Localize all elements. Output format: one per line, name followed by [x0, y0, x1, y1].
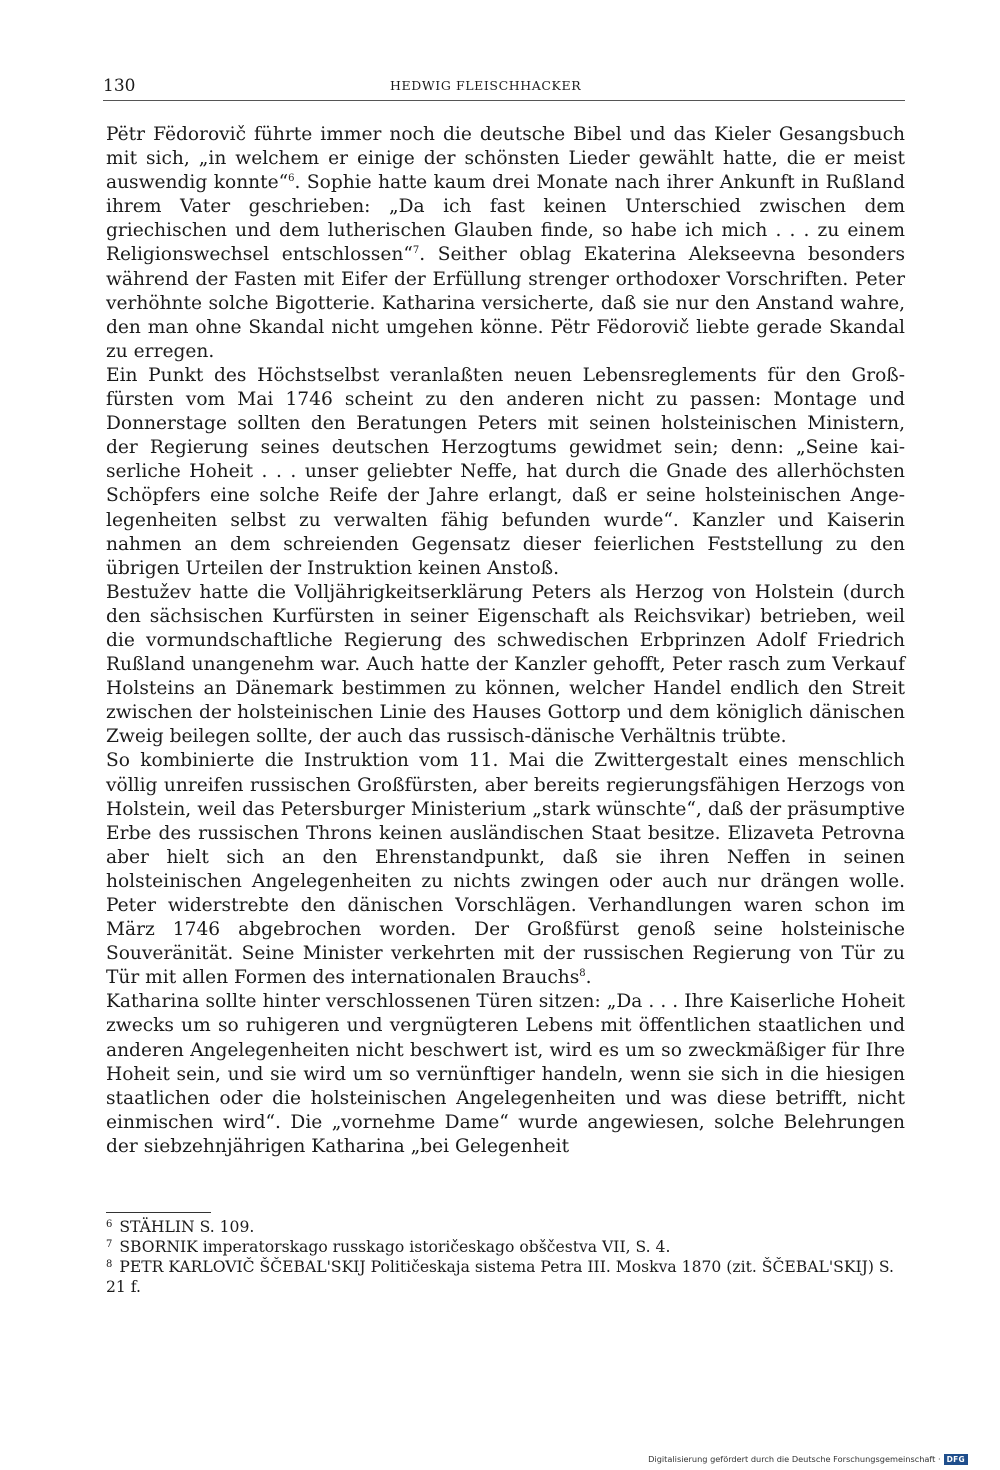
paragraph-text: So kombinierte die Instruktion vom 11. Mai die Zwittergestalt eines menschlich völlig unreifen russischen Großfürsten, aber bereits regierungsfähigen Herzogs von Holstein, weil das Petersburger Ministerium „stark wünschte“, daß der präsumptive Erbe des russischen Throns keinen ausländischen Staat besitze. Elizaveta Petrovna aber hielt sich an den Ehrenstandpunkt, daß sie ihren Neffen in seinen holsteinischen Angelegenheiten zu nichts zwingen oder auch nur drängen wolle. Peter widerstrebte den dänischen Vorschlägen. Verhandlungen waren schon im März 1746 abgebrochen worden. Der Großfürst genoß seine holsteinische Souveränität. Seine Minister verkehrten mit der russischen Regierung von Tür zu Tür mit allen Formen des internationalen Brauchs [106, 750, 905, 989]
footnote [106, 1237, 901, 1257]
paragraph-text: Pëtr Fëdorovič führte immer noch die deutsche Bibel und das Kieler Gesangsbuch mit sich, „in welchem er einige der schönsten Lieder gewählt hatte, die er meist auswendig konnte“ [106, 124, 905, 194]
footnote-text: SBORNIK imperatorskago russkago istoričeskago obščestva VII, S. 4. [119, 1238, 671, 1256]
footnote-reference: 6 [288, 173, 295, 185]
funding-note-text: Digitalisierung gefördert durch die Deutsche Forschungsgemeinschaft · [648, 1454, 941, 1464]
body-paragraph [106, 990, 905, 1159]
page-header [103, 76, 905, 100]
page-number: 130 [103, 76, 136, 96]
body-paragraph [106, 364, 905, 581]
paragraph-text: Bestužev hatte die Volljährigkeitserklärung Peters als Herzog von Holstein (durch den sächsischen Kurfürsten in seiner Eigenschaft als Reichsvikar) betrieben, weil die vormundschaftliche Regierung des schwedischen Erbprinzen Adolf Friedrich Rußland unangenehm war. Auch hatte der Kanzler gehofft, Peter rasch zum Verkauf Holsteins an Dänemark bestimmen zu können, welcher Handel endlich den Streit zwischen der holsteinischen Linie des Hauses Gottorp und dem königlich dänischen Zweig beilegen sollte, der auch das russisch-dänische Verhältnis trübte. [106, 581, 905, 748]
footnote-text: STÄHLIN S. 109. [119, 1218, 255, 1236]
footnote-marker: 7 [106, 1239, 113, 1250]
footnote-reference: 7 [412, 245, 420, 257]
footnotes [106, 1217, 901, 1297]
footnote-text: PETR KARLOVIČ ŠČEBAL'SKIJ Političeskaja sistema Petra III. Moskva 1870 (zit. ŠČEBAL'SKIJ) S. 21 f. [106, 1258, 894, 1296]
paragraph-text: Katharina sollte hinter verschlossenen Türen sitzen: „Da . . . Ihre Kaiserliche Hoheit zwecks um so ruhigeren und vergnügteren Lebens mit öffentlichen staatlichen und anderen Angelegenheiten nicht beschwert ist, wird es um so zweckmäßiger für Ihre Hoheit sein, und sie wird um so vernünftiger handeln, wenn sie sich in die hiesigen staatlichen oder die holsteinischen Angelegenheiten und was diese betrifft, nicht einmischen wird“. Die „vornehme Dame“ wurde angewiesen, solche Belehrungen der siebzehnjährigen Katharina „bei Gelegenheit [106, 991, 905, 1157]
footnote-marker: 8 [106, 1259, 113, 1270]
body-paragraph [106, 749, 905, 990]
footnote [106, 1257, 901, 1297]
paragraph-text: . Seither oblag Ekaterina Alekseevna besonders während der Fasten mit Eifer der Erfüllung strenger orthodoxer Vorschriften. Peter verhöhnte solche Bigotterie. Katharina versicherte, daß sie nur den Anstand wahre, den man ohne Skandal nicht umgehen könne. Pëtr Fëdorovič liebte gerade Skandal zu erregen. [106, 244, 905, 362]
running-head: HEDWIG FLEISCHHACKER [390, 78, 582, 93]
paragraph-text: Ein Punkt des Höchstselbst veranlaßten neuen Lebensreglements für den Großfürsten vom Mai 1746 scheint zu den anderen nicht zu passen: Montage und Donnerstage sollten den Beratungen Peters mit seinen holsteinischen Ministern, der Regierung seines deutschen Herzogtums gewidmet sein; denn: „Seine kaiserliche Hoheit . . . unser geliebter Neffe, hat durch die Gnade des allerhöchsten Schöpfers eine solche Reife der Jahre erlangt, daß er seine holsteinischen Angelegenheiten selbst zu verwalten fähig befunden wurde“. Kanzler und Kaiserin nahmen an dem schreienden Gegensatz dieser feierlichen Feststellung zu den übrigen Urteilen der Instruktion keinen Anstoß. [106, 364, 905, 579]
dfg-logo: DFG [944, 1454, 968, 1465]
footnote [106, 1217, 901, 1237]
paragraph-text: . Sophie hatte kaum drei Monate nach ihrer Ankunft in Rußland ihrem Vater geschrieben: „Da ich fast keinen Unterschied zwischen dem griechischen und dem lutherischen Glauben finde, so habe ich mich . . . zu einem Religionswechsel entschlossen“ [106, 172, 905, 266]
footnote-reference: 8 [579, 968, 586, 980]
body-text [106, 123, 905, 1159]
paragraph-text: . [585, 967, 592, 989]
header-rule [103, 100, 905, 101]
funding-note [648, 1452, 968, 1466]
footnote-marker: 6 [106, 1219, 113, 1230]
footnote-rule [106, 1212, 211, 1213]
body-paragraph [106, 581, 905, 750]
body-paragraph [106, 123, 905, 364]
